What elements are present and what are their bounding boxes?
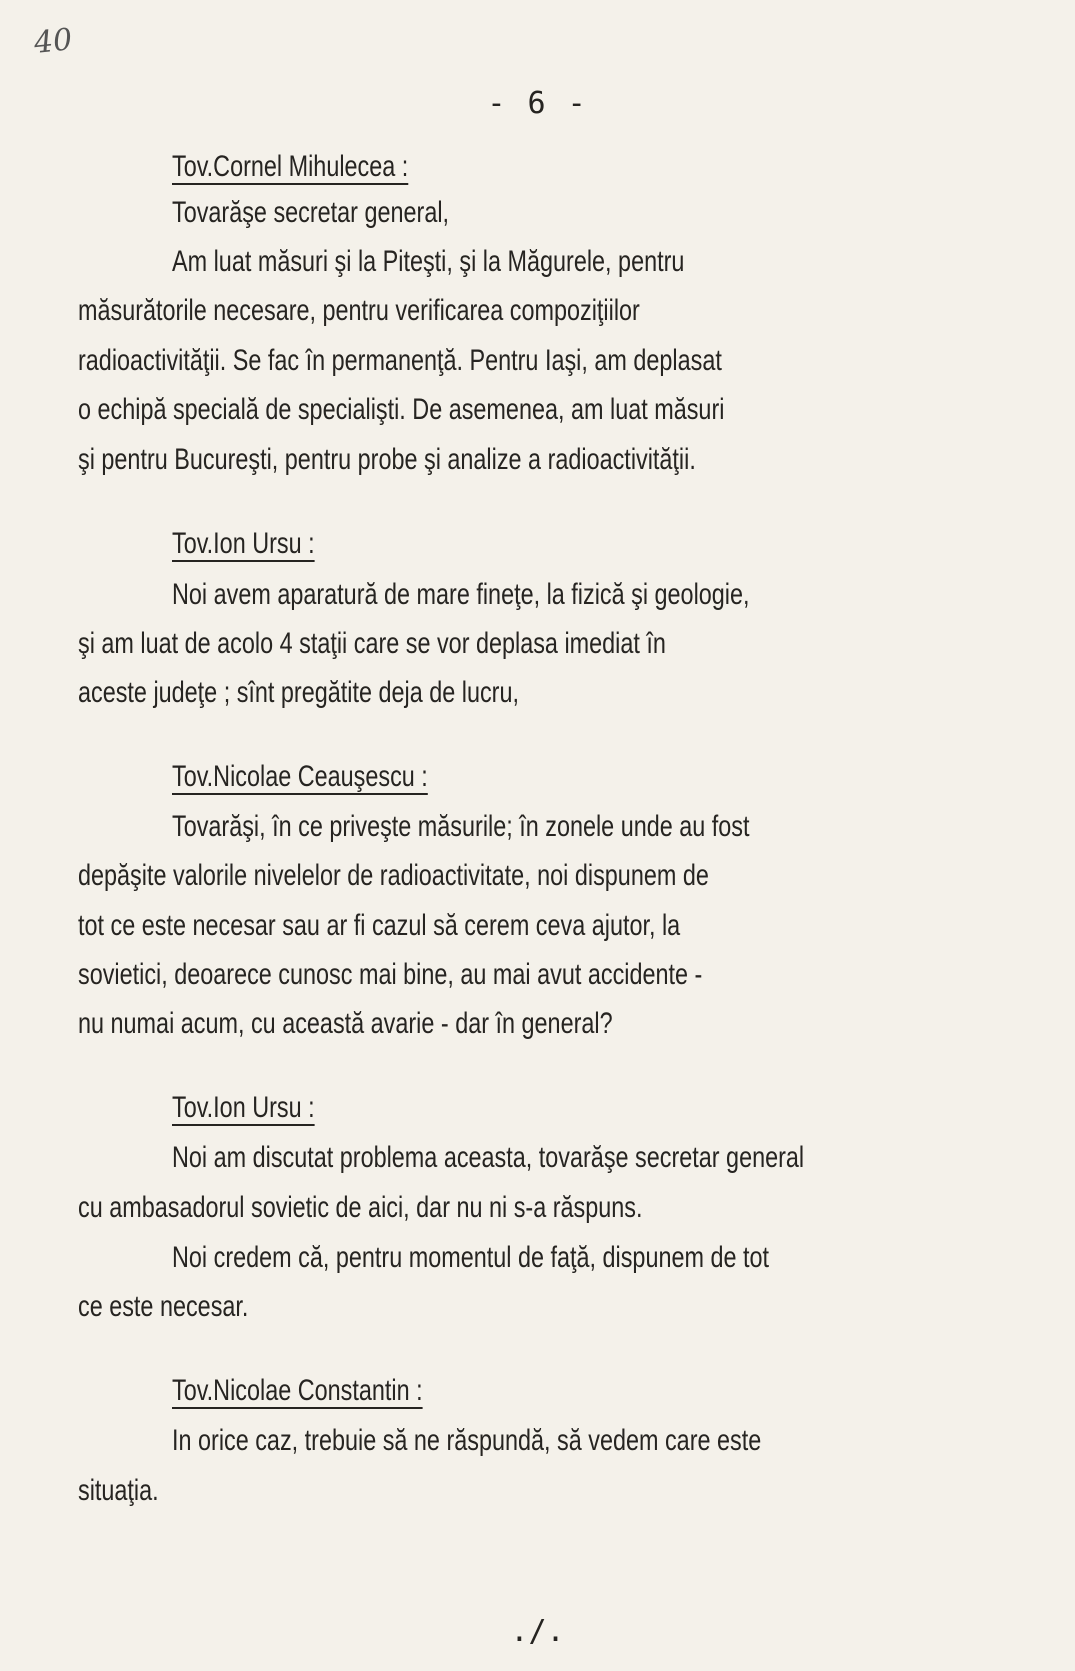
text-line: situaţia.	[78, 1474, 159, 1507]
text-line: cu ambasadorul sovietic de aici, dar nu ni s-a răspuns.	[78, 1191, 643, 1224]
page-number: - 6 -	[487, 86, 588, 121]
speaker-heading: Tov.Ion Ursu :	[172, 1091, 315, 1124]
text-line: ce este necesar.	[78, 1290, 249, 1323]
text-line: aceste judeţe ; sînt pregătite deja de lucru,	[78, 676, 519, 709]
text-line: tot ce este necesar sau ar fi cazul să cerem ceva ajutor, la	[78, 909, 681, 942]
text-line: In orice caz, trebuie să ne răspundă, să vedem care este	[172, 1424, 762, 1457]
text-line: sovietici, deoarece cunosc mai bine, au mai avut accidente -	[78, 958, 703, 991]
speaker-heading: Tov.Nicolae Ceauşescu :	[172, 760, 428, 793]
text-line: măsurătorile necesare, pentru verificarea compoziţiilor	[78, 294, 640, 327]
speaker-heading: Tov.Nicolae Constantin :	[172, 1374, 423, 1407]
text-line: Tovarăşi, în ce priveşte măsurile; în zonele unde au fost	[172, 810, 750, 843]
text-line: şi am luat de acolo 4 staţii care se vor deplasa imediat în	[78, 627, 666, 660]
handwritten-page-mark: 40	[32, 22, 74, 61]
text-line: o echipă specială de specialişti. De asemenea, am luat măsuri	[78, 393, 725, 426]
text-line: Noi am discutat problema aceasta, tovarăşe secretar general	[172, 1141, 805, 1174]
end-of-page-mark: ./.	[510, 1614, 565, 1649]
text-line: şi pentru Bucureşti, pentru probe şi analize a radioactivităţii.	[78, 443, 696, 476]
text-line: Tovarăşe secretar general,	[172, 196, 450, 229]
text-line: nu numai acum, cu această avarie - dar în general?	[78, 1007, 613, 1040]
text-line: Noi avem aparatură de mare fineţe, la fizică şi geologie,	[172, 578, 750, 611]
speaker-heading: Tov.Cornel Mihulecea :	[172, 150, 409, 183]
text-line: radioactivităţii. Se fac în permanenţă. Pentru Iaşi, am deplasat	[78, 344, 722, 377]
text-line: depăşite valorile nivelelor de radioactivitate, noi dispunem de	[78, 859, 709, 892]
text-line: Am luat măsuri şi la Piteşti, şi la Măgurele, pentru	[172, 245, 685, 278]
text-line: Noi credem că, pentru momentul de faţă, dispunem de tot	[172, 1241, 770, 1274]
speaker-heading: Tov.Ion Ursu :	[172, 527, 315, 560]
